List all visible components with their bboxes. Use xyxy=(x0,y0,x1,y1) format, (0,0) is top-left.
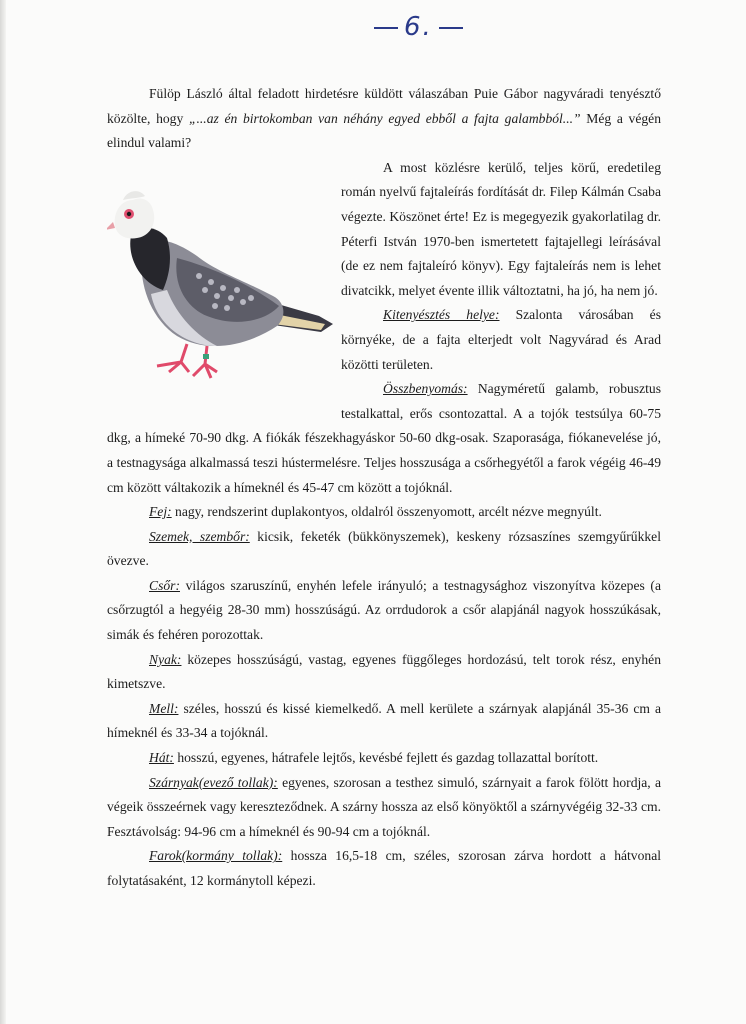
section-wings-text: egyenes, szorosan a testhez simuló, szárnyait a farok fölött hordja, a végeik összeérnek vagy kereszteződnek. A szárny hossza az első könyöktől a szárnyvégéig 32-33 cm. Fesztávolság: 94-96 cm a hímeknél és 90-94 cm a tojóknál. xyxy=(107,774,661,839)
section-beak-text: világos szaruszínű, enyhén lefele irányuló; a testnagysághoz viszonyítva közepes (a csőrzugtól a hegyéig 28-30 mm) hosszúságú. Az orrdudorok a csőr alapjánál nagyok hosszúkásak, simák és fehéren porozottak. xyxy=(107,577,661,643)
section-overall-text: Nagyméretű galamb, robusztus testalkattal, erős csontozattal. A a tojók testsúlya 60-75 dkg, a hímeké 70-90 dkg. A fiókák fészekhagyáskor 50-60 dkg-osak. Szaporasága, fiókanevelése jó, a testnagysága alkalmassá teszi hústermelésre. Teljes hosszusága a csőrhegyétől a farok végéig 46-49 cm között váltakozik a hímeknél és 45-47 cm között a tojóknál. xyxy=(107,381,661,495)
section-overall-heading: Összbenyomás: xyxy=(383,381,468,397)
section-neck xyxy=(107,648,661,697)
section-chest xyxy=(107,697,661,746)
section-eyes xyxy=(107,525,661,574)
section-neck-heading: Nyak: xyxy=(149,651,182,667)
intro-text-2: Még a végén elindul valami? xyxy=(107,110,662,151)
intro-quote: „...az én birtokomban van néhány egyed ebből a fajta galambból...” xyxy=(188,110,581,126)
dash-left xyxy=(374,27,398,29)
section-chest-heading: Mell: xyxy=(149,700,179,716)
section-tail-heading: Farok(kormány tollak): xyxy=(149,848,283,864)
section-chest-text: széles, hosszú és kissé kiemelkedő. A mell kerülete a szárnyak alapjánál 35-36 cm a hímeknél és 33-34 a tojóknál. xyxy=(107,700,661,741)
intro-text-1: Fülöp László által feladott hirdetésre küldött válaszában Puie Gábor nagyváradi tenyésztő közölte, hogy xyxy=(107,86,661,126)
scan-edge xyxy=(0,0,6,1024)
section-tail xyxy=(107,844,661,893)
pigeon-illustration xyxy=(107,186,335,404)
section-back xyxy=(107,746,661,771)
translation-note: A most közlésre kerülő, teljes körű, eredetileg román nyelvű fajtaleírás fordítását dr. Filep Kálmán Csaba végezte. Köszönet érte! Ez is megegyezik gyakorlatilag dr. Péterfi István 1970-ben ismertetett fajtajellegi leírásával (de ez nem fajtaleíró könyv). Egy fajtaleírás nem is lehet divatcikk, melyet évente illik változtatni, ha jó, ha nem jó. xyxy=(341,159,661,298)
page-number xyxy=(368,12,469,42)
section-beak-heading: Csőr: xyxy=(149,577,180,593)
section-neck-text: közepes hosszúságú, vastag, egyenes függőleges hordozású, telt torok rész, enyhén kimetszve. xyxy=(107,651,661,692)
section-wings xyxy=(107,771,661,845)
section-back-text: hosszú, egyenes, hátrafele lejtős, kevésbé fejlett és gazdag tollazattal borított. xyxy=(173,750,599,766)
section-origin-text: Szalonta városában és környéke, de a fajta elterjedt volt Nagyvárad és Arad közötti területen. xyxy=(341,307,661,372)
section-head-heading: Fej: xyxy=(149,504,172,520)
section-head xyxy=(107,500,661,525)
section-eyes-text: kicsik, feketék (bükkönyszemek), keskeny rózsaszínes szemgyűrűkkel övezve. xyxy=(107,528,661,569)
section-beak xyxy=(107,574,661,648)
section-tail-text: hossza 16,5-18 cm, széles, szorosan zárva hordott a hátvonal folytatásaként, 12 kormánytoll képezi. xyxy=(107,848,662,888)
section-eyes-heading: Szemek, szembőr: xyxy=(149,528,250,544)
section-wings-heading: Szárnyak(evező tollak): xyxy=(149,774,278,790)
page-number-text: 6. xyxy=(404,12,433,42)
document-body xyxy=(107,82,661,894)
dash-right xyxy=(439,27,463,29)
section-back-heading: Hát: xyxy=(149,750,174,766)
section-origin-heading: Kitenyésztés helye: xyxy=(383,307,500,323)
section-head-text: nagy, rendszerint duplakontyos, oldalról összenyomott, arcélt nézve megnyúlt. xyxy=(171,504,602,520)
intro-paragraph xyxy=(107,82,661,156)
